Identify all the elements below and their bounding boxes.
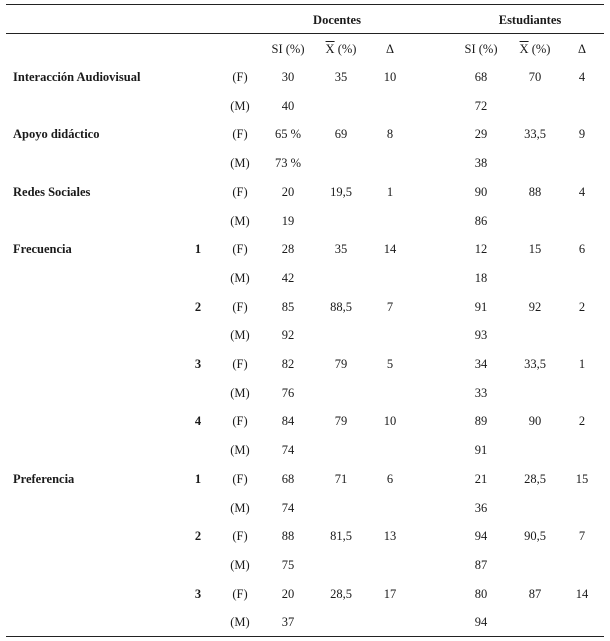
row-sublevel: 2: [194, 299, 202, 314]
cell-estudiantes-mean: 15: [528, 242, 542, 257]
cell-docentes-delta: 17: [383, 586, 397, 601]
cell-docentes-delta: 6: [386, 471, 394, 486]
cell-estudiantes-si: 36: [474, 500, 488, 515]
group-header-docentes: Docentes: [313, 13, 361, 27]
cell-docentes-delta: 7: [386, 299, 394, 314]
cell-estudiantes-delta: 4: [578, 70, 586, 84]
cell-docentes-si: 73 %: [274, 156, 302, 171]
row-label: Interacción Audiovisual: [13, 70, 141, 84]
cell-estudiantes-si: 38: [474, 156, 488, 171]
row-gender: (F): [232, 299, 248, 314]
cell-estudiantes-delta: 2: [578, 299, 586, 314]
cell-estudiantes-mean: 33,5: [524, 357, 546, 371]
table-row: [0, 494, 610, 523]
cell-estudiantes-si: 33: [474, 385, 488, 400]
cell-docentes-si: 88: [281, 529, 295, 544]
cell-docentes-mean: 19,5: [330, 184, 352, 199]
cell-estudiantes-si: 87: [474, 557, 488, 572]
cell-estudiantes-si: 29: [474, 127, 488, 142]
mean-suffix: (%): [528, 42, 551, 56]
row-label: Frecuencia: [13, 242, 72, 257]
table-row: [0, 436, 610, 465]
table-row: [0, 235, 610, 264]
cell-docentes-si: 84: [281, 414, 295, 429]
table-row: [0, 120, 610, 149]
cell-estudiantes-delta: 15: [575, 471, 589, 486]
cell-docentes-delta: 10: [383, 70, 397, 84]
cell-estudiantes-mean: 92: [528, 299, 542, 314]
cell-docentes-mean: 28,5: [330, 586, 352, 601]
row-gender: (M): [230, 156, 250, 171]
cell-docentes-si: 28: [281, 242, 295, 257]
col-header-estudiantes-delta: Δ: [577, 42, 587, 56]
cell-docentes-delta: 10: [383, 414, 397, 429]
mean-symbol: $\overline{X}$: [519, 42, 529, 56]
cell-docentes-mean: 79: [334, 414, 348, 429]
cell-estudiantes-si: 72: [474, 98, 488, 113]
cell-estudiantes-mean: 87: [528, 586, 542, 601]
cell-docentes-mean: 69: [334, 127, 348, 142]
cell-docentes-mean: 88,5: [330, 299, 352, 314]
table-row: [0, 264, 610, 293]
row-label: Redes Sociales: [13, 184, 91, 199]
cell-estudiantes-si: 90: [474, 184, 488, 199]
cell-docentes-delta: 1: [386, 184, 394, 199]
table-row: [0, 63, 610, 92]
cell-estudiantes-si: 89: [474, 414, 488, 429]
cell-docentes-si: 76: [281, 385, 295, 400]
cell-docentes-si: 74: [281, 500, 295, 515]
cell-estudiantes-mean: 70: [528, 70, 542, 84]
cell-estudiantes-delta: 2: [578, 414, 586, 429]
row-sublevel: 3: [194, 586, 202, 601]
cell-estudiantes-si: 34: [474, 357, 488, 371]
row-gender: (F): [232, 414, 248, 429]
cell-docentes-si: 68: [281, 471, 295, 486]
cell-docentes-si: 20: [281, 586, 295, 601]
cell-docentes-si: 85: [281, 299, 295, 314]
cell-docentes-delta: 13: [383, 529, 397, 544]
row-sublevel: 4: [194, 414, 202, 429]
cell-docentes-mean: 35: [334, 242, 348, 257]
cell-docentes-si: 19: [281, 213, 295, 228]
cell-docentes-si: 74: [281, 443, 295, 458]
cell-estudiantes-si: 18: [474, 270, 488, 285]
row-gender: (M): [230, 98, 250, 113]
group-header-estudiantes: Estudiantes: [498, 13, 562, 27]
table-row: [0, 207, 610, 236]
table-row: [0, 178, 610, 207]
cell-docentes-mean: 81,5: [330, 529, 352, 544]
row-gender: (M): [230, 213, 250, 228]
cell-estudiantes-si: 80: [474, 586, 488, 601]
cell-estudiantes-si: 91: [474, 443, 488, 458]
row-label: Apoyo didáctico: [13, 127, 100, 142]
cell-estudiantes-delta: 6: [578, 242, 586, 257]
cell-docentes-mean: 35: [334, 70, 348, 84]
row-gender: (M): [230, 443, 250, 458]
row-sublevel: 3: [194, 357, 202, 371]
cell-estudiantes-si: 21: [474, 471, 488, 486]
table-row: [0, 350, 610, 379]
cell-estudiantes-si: 91: [474, 299, 488, 314]
cell-estudiantes-mean: 33,5: [524, 127, 546, 142]
cell-docentes-delta: 5: [386, 357, 394, 371]
row-sublevel: 1: [194, 471, 202, 486]
cell-docentes-si: 92: [281, 328, 295, 343]
cell-docentes-mean: 71: [334, 471, 348, 486]
row-gender: (M): [230, 500, 250, 515]
cell-docentes-mean: 79: [334, 357, 348, 371]
row-label: Preferencia: [13, 471, 75, 486]
row-gender: (M): [230, 385, 250, 400]
row-sublevel: 2: [194, 529, 202, 544]
cell-docentes-si: 75: [281, 557, 295, 572]
row-gender: (M): [230, 557, 250, 572]
col-header-docentes-si: SI (%): [271, 42, 305, 56]
row-gender: (F): [232, 184, 248, 199]
cell-docentes-delta: 8: [386, 127, 394, 142]
table-row: [0, 551, 610, 580]
table-row: [0, 92, 610, 121]
row-gender: (F): [232, 70, 248, 84]
cell-estudiantes-mean: 88: [528, 184, 542, 199]
mean-symbol: $\overline{X}$: [325, 42, 335, 56]
cell-docentes-si: 37: [281, 615, 295, 630]
row-gender: (M): [230, 615, 250, 630]
table-row: [0, 608, 610, 637]
col-header-estudiantes-si: SI (%): [464, 42, 498, 56]
row-gender: (M): [230, 328, 250, 343]
cell-estudiantes-si: 12: [474, 242, 488, 257]
cell-estudiantes-delta: 4: [578, 184, 586, 199]
cell-docentes-si: 82: [281, 357, 295, 371]
table-row: [0, 149, 610, 178]
cell-estudiantes-delta: 14: [575, 586, 589, 601]
cell-estudiantes-si: 93: [474, 328, 488, 343]
cell-estudiantes-mean: 28,5: [524, 471, 546, 486]
cell-docentes-si: 40: [281, 98, 295, 113]
table-row: [0, 293, 610, 322]
table-row: [0, 407, 610, 436]
cell-estudiantes-si: 68: [474, 70, 488, 84]
cell-estudiantes-si: 94: [474, 615, 488, 630]
col-header-docentes-delta: Δ: [385, 42, 395, 56]
table-row: [0, 379, 610, 408]
cell-estudiantes-mean: 90: [528, 414, 542, 429]
row-sublevel: 1: [194, 242, 202, 257]
cell-estudiantes-si: 94: [474, 529, 488, 544]
cell-estudiantes-si: 86: [474, 213, 488, 228]
row-gender: (F): [232, 127, 248, 142]
row-gender: (F): [232, 357, 248, 371]
cell-docentes-delta: 14: [383, 242, 397, 257]
mean-suffix: (%): [334, 42, 357, 56]
cell-estudiantes-delta: 1: [578, 357, 586, 371]
row-gender: (F): [232, 586, 248, 601]
cell-docentes-si: 65 %: [274, 127, 302, 142]
cell-estudiantes-mean: 90,5: [524, 529, 546, 544]
table-row: [0, 580, 610, 609]
row-gender: (F): [232, 471, 248, 486]
row-gender: (F): [232, 242, 248, 257]
row-gender: (F): [232, 529, 248, 544]
cell-docentes-si: 42: [281, 270, 295, 285]
group-rule: [6, 33, 604, 34]
table-row: [0, 522, 610, 551]
table-row: [0, 321, 610, 350]
table-row: [0, 465, 610, 494]
top-rule: [6, 4, 604, 5]
cell-estudiantes-delta: 7: [578, 529, 586, 544]
row-gender: (M): [230, 270, 250, 285]
bottom-rule: [6, 636, 604, 637]
cell-docentes-si: 30: [281, 70, 295, 84]
cell-docentes-si: 20: [281, 184, 295, 199]
cell-estudiantes-delta: 9: [578, 127, 586, 142]
